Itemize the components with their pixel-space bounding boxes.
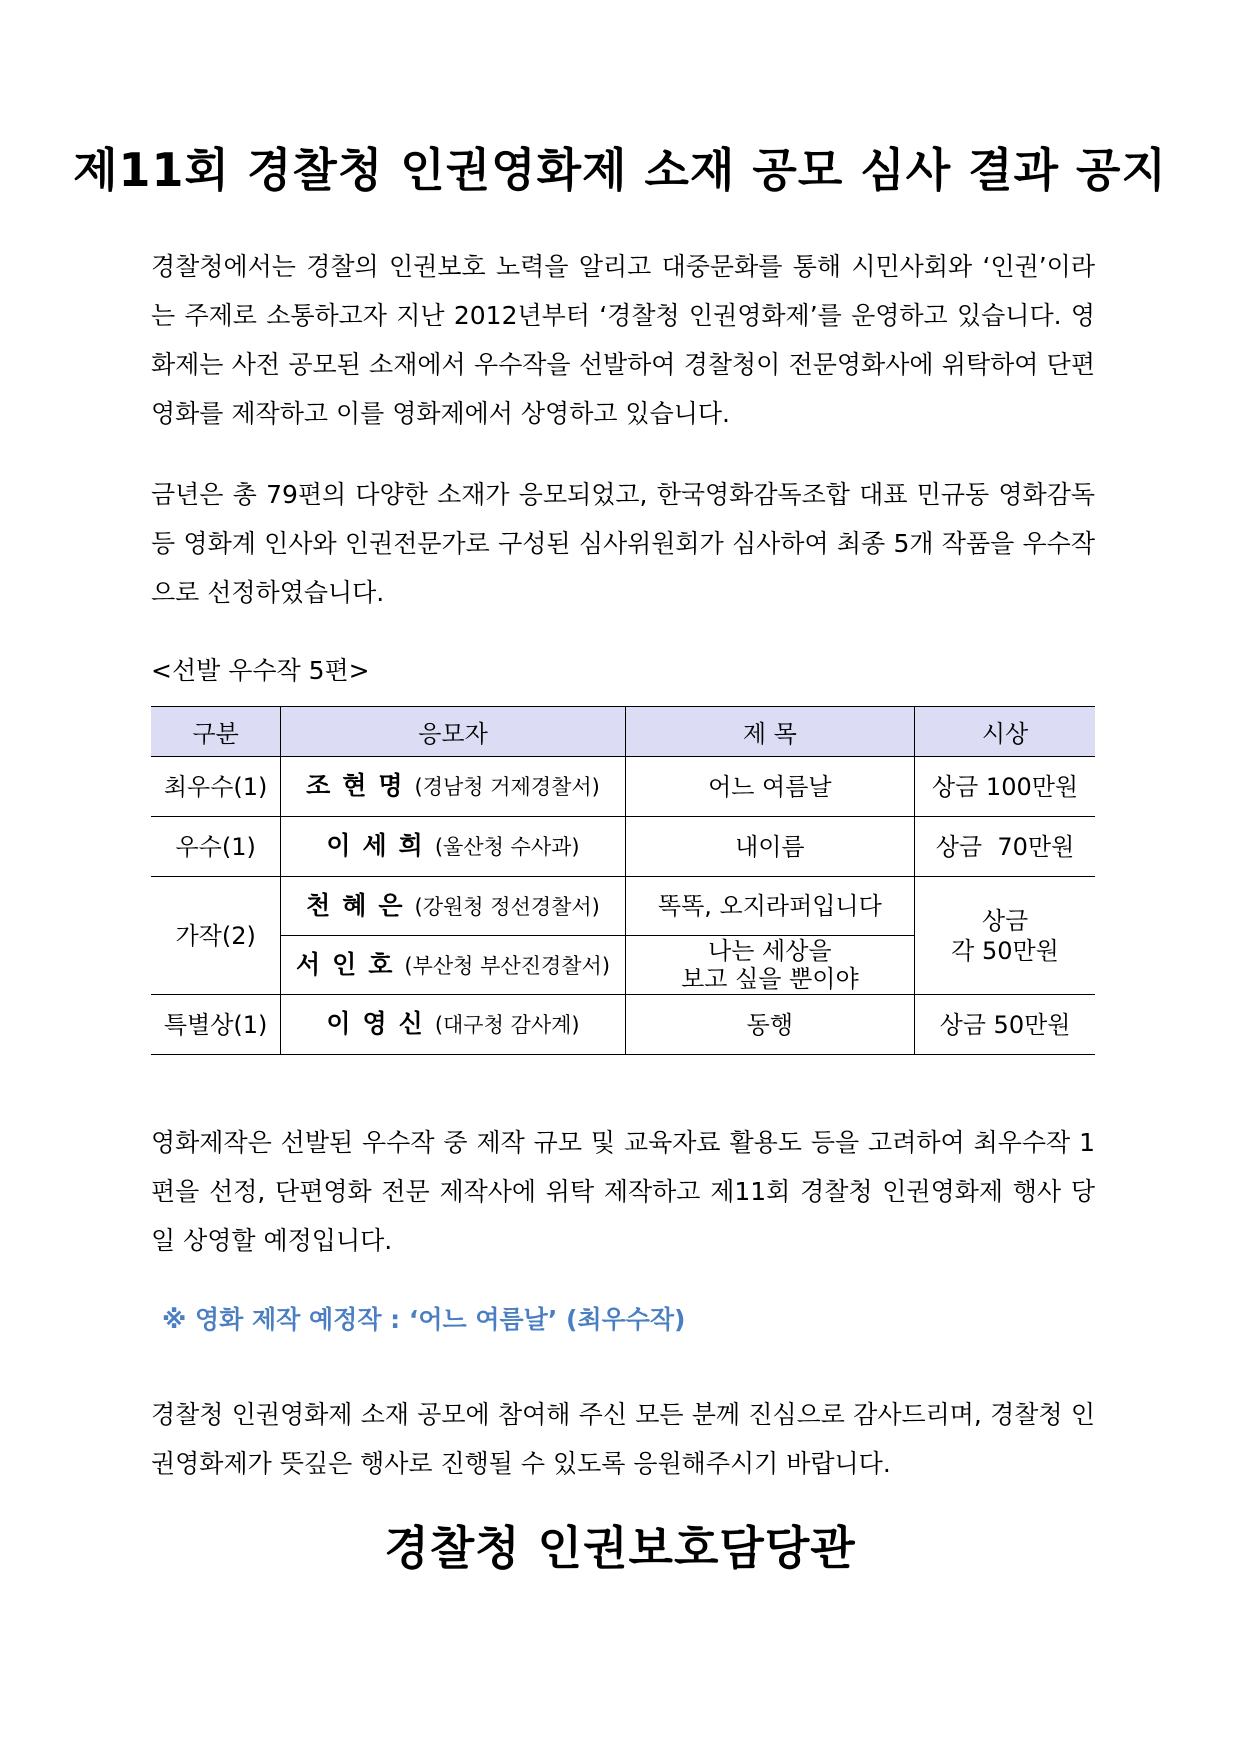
table-row: [151, 817, 1095, 877]
table-row: [151, 757, 1095, 817]
row-prize: 상금 50만원: [915, 995, 1095, 1055]
table-row: [151, 995, 1095, 1055]
row-work-title: 어느 여름날: [625, 757, 914, 817]
row-work-title: 동행: [625, 995, 914, 1055]
row-work-title: 똑똑, 오지라퍼입니다: [625, 877, 914, 936]
row-applicant: [281, 877, 625, 936]
applicant-affiliation: (부산청 부산진경찰서): [404, 953, 611, 978]
row-category: 우수(1): [151, 817, 281, 877]
table-caption: <선발 우수작 5편>: [151, 656, 370, 685]
row-applicant: [281, 817, 625, 877]
applicant-name: 이영신: [326, 1009, 435, 1038]
row-prize: 상금 각 50만원: [915, 877, 1095, 995]
review-paragraph: 금년은 총 79편의 다양한 소재가 응모되었고, 한국영화감독조합 대표 민규동 영화감독 등 영화계 인사와 인권전문가로 구성된 심사위원회가 심사하여 최종 5개 작품을 우수작으로 선정하였습니다.: [151, 480, 1095, 607]
applicant-affiliation: (강원청 정선경찰서): [414, 894, 600, 919]
applicant-affiliation: (울산청 수사과): [434, 835, 580, 859]
header-prize: 시상: [915, 707, 1095, 757]
row-work-title: 내이름: [625, 817, 914, 877]
header-title: 제 목: [625, 707, 914, 757]
winners-table: [151, 706, 1095, 1055]
row-applicant: [281, 936, 625, 995]
document-title: 제11회 경찰청 인권영화제 소재 공모 심사 결과 공지: [73, 143, 1167, 197]
issuer-signature: 경찰청 인권보호담당관: [384, 1521, 856, 1575]
applicant-affiliation: (대구청 감사계): [434, 1013, 580, 1037]
row-applicant: [281, 995, 625, 1055]
row-prize: 상금 70만원: [915, 817, 1095, 877]
production-paragraph: 영화제작은 선발된 우수작 중 제작 규모 및 교육자료 활용도 등을 고려하여 최우수작 1편을 선정, 단편영화 전문 제작사에 위탁 제작하고 제11회 경찰청 인권영화제 행사 당일 상영할 예정입니다.: [151, 1128, 1095, 1255]
header-category: 구분: [151, 707, 281, 757]
applicant-affiliation: (경남청 거제경찰서): [414, 775, 600, 799]
row-category: 특별상(1): [151, 995, 281, 1055]
row-category: 최우수(1): [151, 757, 281, 817]
table-row: [151, 877, 1095, 936]
intro-paragraph: 경찰청에서는 경찰의 인권보호 노력을 알리고 대중문화를 통해 시민사회와 ‘인권’이라는 주제로 소통하고자 지난 2012년부터 ‘경찰청 인권영화제’를 운영하고 있습니다. 영화제는 사전 공모된 소재에서 우수작을 선발하여 경찰청이 전문영화사에 위탁하여 단편영화를 제작하고 이를 영화제에서 상영하고 있습니다.: [151, 252, 1095, 428]
row-work-title: 나는 세상을 보고 싶을 뿐이야: [625, 936, 914, 995]
header-applicant: 응모자: [281, 707, 625, 757]
row-prize: 상금 100만원: [915, 757, 1095, 817]
production-notice: ※ 영화 제작 예정작 : ‘어느 여름날’ (최우수작): [162, 1305, 686, 1334]
applicant-name: 서인호: [295, 949, 405, 979]
thanks-paragraph: 경찰청 인권영화제 소재 공모에 참여해 주신 모든 분께 진심으로 감사드리며, 경찰청 인권영화제가 뜻깊은 행사로 진행될 수 있도록 응원해주시기 바랍니다.: [151, 1400, 1095, 1478]
applicant-name: 이세희: [326, 831, 435, 860]
row-applicant: [281, 757, 625, 817]
applicant-name: 천혜은: [306, 890, 415, 920]
row-category: 가작(2): [151, 877, 281, 995]
table-header-row: [151, 707, 1095, 757]
applicant-name: 조현명: [306, 771, 415, 800]
